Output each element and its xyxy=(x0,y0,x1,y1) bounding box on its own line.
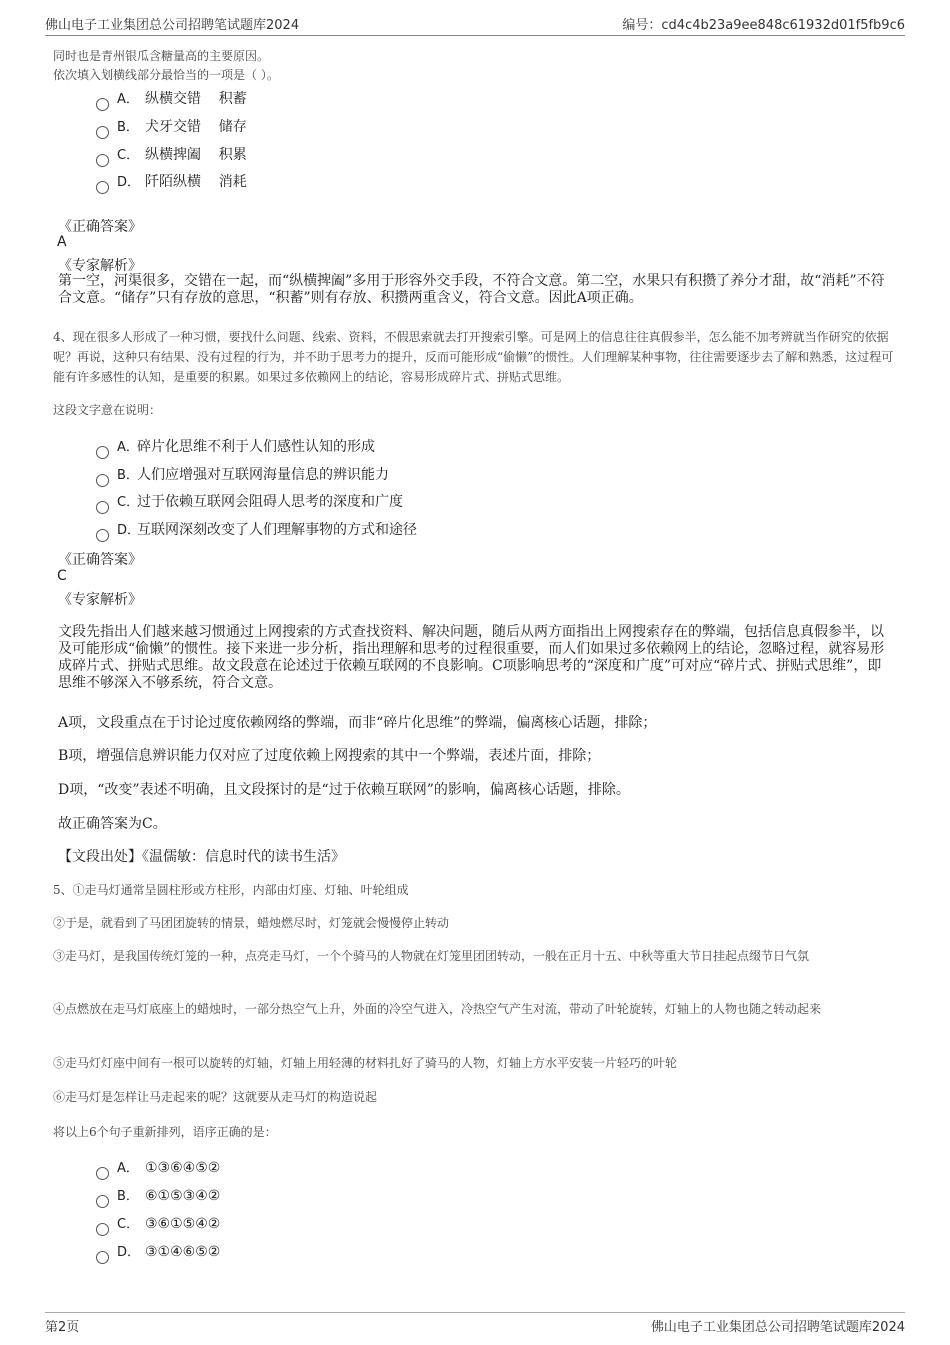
q3-analysis: 第一空，河渠很多，交错在一起，而“纵横捭阖”多用于形容外交手段，不符合文意。第二空，水果只有积攒了养分才甜，故“消耗”不符合文意。“储存”只有存放的意思，“积蓄”则有存放、积攒两重含义，符合文意。因此A项正确。 xyxy=(58,273,885,306)
q4-analysis-d: D项，“改变”表述不明确，且文段探讨的是“过于依赖互联网”的影响，偏离核心话题，排除。 xyxy=(58,782,630,798)
option-key: C． xyxy=(117,495,140,510)
q4-option-b[interactable] xyxy=(96,464,389,484)
q5-option-d[interactable] xyxy=(96,1241,220,1261)
q4-option-c[interactable] xyxy=(96,491,403,511)
q4-answer: C xyxy=(57,568,67,584)
option-key: B． xyxy=(117,1189,139,1204)
radio-icon[interactable] xyxy=(96,126,109,139)
q4-analysis-label: 《专家解析》 xyxy=(58,592,142,608)
option-text: ⑥①⑤③④② xyxy=(145,1188,221,1204)
option-key: A． xyxy=(117,1161,139,1176)
q5-question: 将以上6个句子重新排列，语序正确的是： xyxy=(53,1125,277,1139)
header-doc-id: 编号：cd4c4b23a9ee848c61932d01f5fb9c6 xyxy=(622,18,905,33)
radio-icon[interactable] xyxy=(96,1167,109,1180)
q4-analysis-b: B项，增强信息辨识能力仅对应了过度依赖上网搜索的其中一个弊端，表述片面，排除； xyxy=(58,748,601,764)
radio-icon[interactable] xyxy=(96,446,109,459)
q5-sentence-6: ⑥走马灯是怎样让马走起来的呢？这就要从走马灯的构造说起 xyxy=(53,1090,378,1104)
header-title: 佛山电子工业集团总公司招聘笔试题库2024 xyxy=(45,18,300,33)
option-key: A． xyxy=(117,440,139,455)
q5-sentence-2: ②于是，就看到了马团团旋转的情景，蜡烛燃尽时，灯笼就会慢慢停止转动 xyxy=(53,916,450,930)
radio-icon[interactable] xyxy=(96,181,109,194)
q3-intro-line1: 同时也是青州银瓜含糖量高的主要原因。 xyxy=(53,49,270,63)
q5-sentence-5: ⑤走马灯灯座中间有一根可以旋转的灯轴，灯轴上用轻薄的材料扎好了骑马的人物，灯轴上方水平安装一片轻巧的叶轮 xyxy=(53,1056,678,1070)
option-text: 碎片化思维不利于人们感性认知的形成 xyxy=(137,439,375,455)
option-text: 人们应增强对互联网海量信息的辨识能力 xyxy=(137,467,389,483)
q3-option-c[interactable] xyxy=(96,144,247,164)
q4-source: 【文段出处】《温儒敏：信息时代的读书生活》 xyxy=(58,849,345,865)
radio-icon[interactable] xyxy=(96,154,109,167)
q3-option-a[interactable] xyxy=(96,88,247,108)
radio-icon[interactable] xyxy=(96,98,109,111)
option-text: 互联网深刻改变了人们理解事物的方式和途径 xyxy=(137,522,417,538)
footer-title: 佛山电子工业集团总公司招聘笔试题库2024 xyxy=(650,1320,905,1335)
q5-sentence-1: 5、①走马灯通常呈圆柱形或方柱形，内部由灯座、灯轴、叶轮组成 xyxy=(53,883,409,897)
q4-analysis-a: A项，文段重点在于讨论过度依赖网络的弊端，而非“碎片化思维”的弊端，偏离核心话题，排除； xyxy=(58,715,657,731)
radio-icon[interactable] xyxy=(96,474,109,487)
q3-answer: A xyxy=(57,234,67,250)
radio-icon[interactable] xyxy=(96,1195,109,1208)
q5-option-b[interactable] xyxy=(96,1185,220,1205)
q4-option-d[interactable] xyxy=(96,519,417,539)
q3-option-b[interactable] xyxy=(96,116,247,136)
q4-question: 这段文字意在说明： xyxy=(53,403,162,417)
page-header xyxy=(45,13,905,36)
option-text: ①③⑥④⑤② xyxy=(145,1160,221,1176)
radio-icon[interactable] xyxy=(96,1251,109,1264)
option-key: D． xyxy=(117,523,141,538)
option-text: 纵横交错 积蓄 xyxy=(145,91,247,107)
q5-option-c[interactable] xyxy=(96,1213,220,1233)
option-key: D． xyxy=(117,1245,141,1260)
option-key: C． xyxy=(117,148,140,163)
q4-option-a[interactable] xyxy=(96,436,375,456)
q4-analysis-conclusion: 故正确答案为C。 xyxy=(58,816,167,832)
option-text: 犬牙交错 储存 xyxy=(145,119,247,135)
q5-sentence-3: ③走马灯，是我国传统灯笼的一种，点亮走马灯，一个个骑马的人物就在灯笼里团团转动，一般在正月十五、中秋等重大节日挂起点缀节日气氛 xyxy=(53,949,810,963)
option-key: D． xyxy=(117,175,141,190)
page-footer xyxy=(45,1312,905,1337)
option-key: A． xyxy=(117,92,139,107)
option-key: B． xyxy=(117,468,139,483)
q3-option-d[interactable] xyxy=(96,171,247,191)
radio-icon[interactable] xyxy=(96,1223,109,1236)
page-number: 第2页 xyxy=(45,1320,80,1335)
option-text: 纵横捭阖 积累 xyxy=(145,147,247,163)
option-text: ③①④⑥⑤② xyxy=(145,1244,221,1260)
option-text: 过于依赖互联网会阻碍人思考的深度和广度 xyxy=(137,494,403,510)
option-text: 阡陌纵横 消耗 xyxy=(145,174,247,190)
q4-stem: 4、现在很多人形成了一种习惯，要找什么问题、线索、资料，不假思索就去打开搜索引擎。可是网上的信息往往真假参半，怎么能不加考辨就当作研究的依据呢？再说，这种只有结果、没有过程的行为，并不助于思考力的提升，反而可能形成“偷懒”的惯性。人们理解某种事物，往往需要逐步去了解和熟悉，这过程可能有许多感性的认知，是重要的积累。如果过多依赖网上的结论，容易形成碎片式、拼贴式思维。 xyxy=(53,330,894,384)
radio-icon[interactable] xyxy=(96,501,109,514)
q4-analysis-main: 文段先指出人们越来越习惯通过上网搜索的方式查找资料、解决问题，随后从两方面指出上网搜索存在的弊端，包括信息真假参半，以及可能形成“偷懒”的惯性。接下来进一步分析，指出理解和思考的过程很重要，而人们如果过多依赖网上的结论，忽略过程，就容易形成碎片式、拼贴式思维。故文段意在论述过于依赖互联网的不良影响。C项影响思考的“深度和广度”可对应“碎片式、拼贴式思维”，即思维不够深入不够系统，符合文意。 xyxy=(58,624,885,691)
radio-icon[interactable] xyxy=(96,529,109,542)
q3-analysis-label: 《专家解析》 xyxy=(58,258,142,274)
q3-answer-label: 《正确答案》 xyxy=(58,219,142,235)
q5-option-a[interactable] xyxy=(96,1157,220,1177)
option-key: B． xyxy=(117,120,139,135)
q4-answer-label: 《正确答案》 xyxy=(58,552,142,568)
q5-sentence-4: ④点燃放在走马灯底座上的蜡烛时，一部分热空气上升，外面的冷空气进入，冷热空气产生对流，带动了叶轮旋转，灯轴上的人物也随之转动起来 xyxy=(53,1002,822,1016)
option-text: ③⑥①⑤④② xyxy=(145,1216,221,1232)
option-key: C． xyxy=(117,1217,140,1232)
q3-intro-line2: 依次填入划横线部分最恰当的一项是（ ）。 xyxy=(53,68,279,82)
